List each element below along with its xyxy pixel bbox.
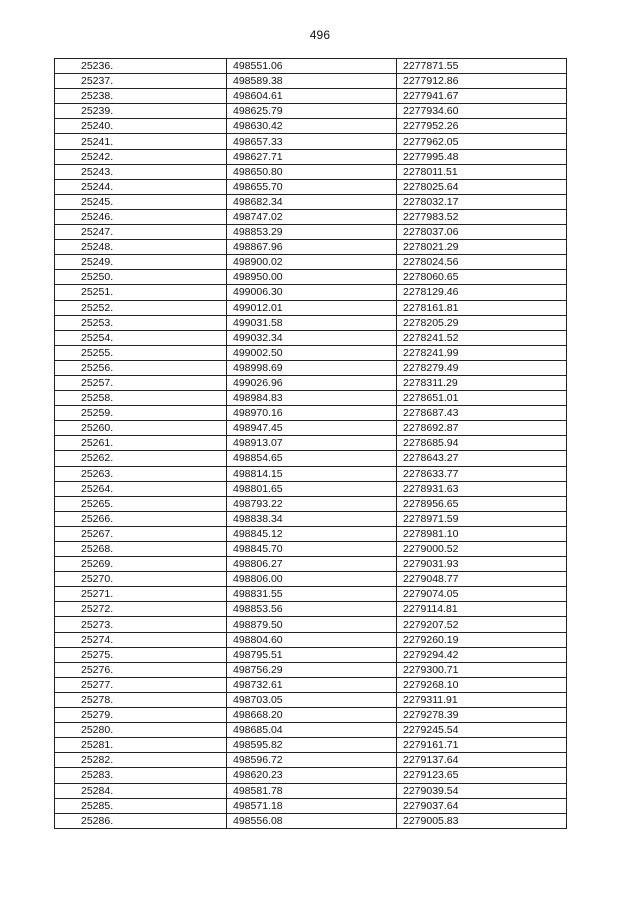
x-coordinate-cell: 498806.00 <box>227 572 397 587</box>
point-number-cell: 25278. <box>55 692 227 707</box>
point-number-cell: 25280. <box>55 723 227 738</box>
table-row <box>55 209 567 224</box>
point-number-cell: 25255. <box>55 345 227 360</box>
x-coordinate-cell: 498838.34 <box>227 511 397 526</box>
y-coordinate-cell: 2279039.54 <box>397 783 567 798</box>
x-coordinate-cell: 498657.33 <box>227 134 397 149</box>
point-number-cell: 25264. <box>55 481 227 496</box>
point-number-cell: 25286. <box>55 813 227 828</box>
point-number-cell: 25248. <box>55 240 227 255</box>
point-number-cell: 25274. <box>55 632 227 647</box>
table-row <box>55 225 567 240</box>
table-row <box>55 542 567 557</box>
y-coordinate-cell: 2278024.56 <box>397 255 567 270</box>
y-coordinate-cell: 2278311.29 <box>397 375 567 390</box>
y-coordinate-cell: 2278651.01 <box>397 391 567 406</box>
table-row <box>55 194 567 209</box>
point-number-cell: 25240. <box>55 119 227 134</box>
y-coordinate-cell: 2278692.87 <box>397 421 567 436</box>
y-coordinate-cell: 2279114.81 <box>397 602 567 617</box>
point-number-cell: 25282. <box>55 753 227 768</box>
y-coordinate-cell: 2277941.67 <box>397 89 567 104</box>
table-row <box>55 375 567 390</box>
x-coordinate-cell: 498630.42 <box>227 119 397 134</box>
y-coordinate-cell: 2278241.99 <box>397 345 567 360</box>
point-number-cell: 25250. <box>55 270 227 285</box>
x-coordinate-cell: 498795.51 <box>227 647 397 662</box>
table-row <box>55 59 567 74</box>
y-coordinate-cell: 2278205.29 <box>397 315 567 330</box>
table-row <box>55 632 567 647</box>
point-number-cell: 25269. <box>55 557 227 572</box>
point-number-cell: 25275. <box>55 647 227 662</box>
table-row <box>55 572 567 587</box>
x-coordinate-cell: 498596.72 <box>227 753 397 768</box>
x-coordinate-cell: 498854.65 <box>227 451 397 466</box>
table-row <box>55 813 567 828</box>
table-row <box>55 104 567 119</box>
y-coordinate-cell: 2278687.43 <box>397 406 567 421</box>
y-coordinate-cell: 2277962.05 <box>397 134 567 149</box>
point-number-cell: 25259. <box>55 406 227 421</box>
table-row <box>55 270 567 285</box>
y-coordinate-cell: 2278129.46 <box>397 285 567 300</box>
table-row <box>55 240 567 255</box>
point-number-cell: 25263. <box>55 466 227 481</box>
table-row <box>55 285 567 300</box>
y-coordinate-cell: 2279048.77 <box>397 572 567 587</box>
y-coordinate-cell: 2279278.39 <box>397 708 567 723</box>
y-coordinate-cell: 2278037.06 <box>397 225 567 240</box>
coordinates-table <box>54 58 567 829</box>
table-row <box>55 481 567 496</box>
point-number-cell: 25237. <box>55 74 227 89</box>
point-number-cell: 25268. <box>55 542 227 557</box>
x-coordinate-cell: 498627.71 <box>227 149 397 164</box>
y-coordinate-cell: 2279037.64 <box>397 798 567 813</box>
x-coordinate-cell: 498668.20 <box>227 708 397 723</box>
point-number-cell: 25241. <box>55 134 227 149</box>
table-row <box>55 391 567 406</box>
table-row <box>55 798 567 813</box>
table-row <box>55 768 567 783</box>
table-row <box>55 753 567 768</box>
point-number-cell: 25257. <box>55 375 227 390</box>
table-row <box>55 255 567 270</box>
y-coordinate-cell: 2279137.64 <box>397 753 567 768</box>
table-row <box>55 496 567 511</box>
point-number-cell: 25261. <box>55 436 227 451</box>
table-row <box>55 149 567 164</box>
y-coordinate-cell: 2278956.65 <box>397 496 567 511</box>
x-coordinate-cell: 498804.60 <box>227 632 397 647</box>
point-number-cell: 25256. <box>55 360 227 375</box>
table-row <box>55 89 567 104</box>
table-row <box>55 677 567 692</box>
table-row <box>55 315 567 330</box>
x-coordinate-cell: 498984.83 <box>227 391 397 406</box>
x-coordinate-cell: 499026.96 <box>227 375 397 390</box>
x-coordinate-cell: 498732.61 <box>227 677 397 692</box>
table-row <box>55 511 567 526</box>
point-number-cell: 25254. <box>55 330 227 345</box>
point-number-cell: 25252. <box>55 300 227 315</box>
table-row <box>55 526 567 541</box>
x-coordinate-cell: 498650.80 <box>227 164 397 179</box>
point-number-cell: 25244. <box>55 179 227 194</box>
y-coordinate-cell: 2279123.65 <box>397 768 567 783</box>
table-row <box>55 708 567 723</box>
y-coordinate-cell: 2277934.60 <box>397 104 567 119</box>
table-row <box>55 783 567 798</box>
point-number-cell: 25281. <box>55 738 227 753</box>
y-coordinate-cell: 2277983.52 <box>397 209 567 224</box>
x-coordinate-cell: 499031.58 <box>227 315 397 330</box>
x-coordinate-cell: 499006.30 <box>227 285 397 300</box>
y-coordinate-cell: 2278060.65 <box>397 270 567 285</box>
point-number-cell: 25265. <box>55 496 227 511</box>
x-coordinate-cell: 498814.15 <box>227 466 397 481</box>
y-coordinate-cell: 2278025.64 <box>397 179 567 194</box>
point-number-cell: 25266. <box>55 511 227 526</box>
y-coordinate-cell: 2277952.26 <box>397 119 567 134</box>
x-coordinate-cell: 498625.79 <box>227 104 397 119</box>
table-row <box>55 738 567 753</box>
point-number-cell: 25285. <box>55 798 227 813</box>
point-number-cell: 25251. <box>55 285 227 300</box>
table-row <box>55 164 567 179</box>
x-coordinate-cell: 498831.55 <box>227 587 397 602</box>
coordinates-table-body <box>55 59 567 829</box>
y-coordinate-cell: 2279311.91 <box>397 692 567 707</box>
y-coordinate-cell: 2279031.93 <box>397 557 567 572</box>
point-number-cell: 25243. <box>55 164 227 179</box>
table-row <box>55 557 567 572</box>
point-number-cell: 25272. <box>55 602 227 617</box>
x-coordinate-cell: 498947.45 <box>227 421 397 436</box>
point-number-cell: 25242. <box>55 149 227 164</box>
point-number-cell: 25236. <box>55 59 227 74</box>
point-number-cell: 25273. <box>55 617 227 632</box>
point-number-cell: 25249. <box>55 255 227 270</box>
point-number-cell: 25245. <box>55 194 227 209</box>
y-coordinate-cell: 2278931.63 <box>397 481 567 496</box>
y-coordinate-cell: 2279207.52 <box>397 617 567 632</box>
point-number-cell: 25277. <box>55 677 227 692</box>
table-row <box>55 662 567 677</box>
x-coordinate-cell: 498853.56 <box>227 602 397 617</box>
point-number-cell: 25276. <box>55 662 227 677</box>
x-coordinate-cell: 498556.08 <box>227 813 397 828</box>
point-number-cell: 25247. <box>55 225 227 240</box>
x-coordinate-cell: 498867.96 <box>227 240 397 255</box>
table-row <box>55 134 567 149</box>
point-number-cell: 25283. <box>55 768 227 783</box>
x-coordinate-cell: 498551.06 <box>227 59 397 74</box>
x-coordinate-cell: 498845.70 <box>227 542 397 557</box>
y-coordinate-cell: 2278011.51 <box>397 164 567 179</box>
x-coordinate-cell: 498604.61 <box>227 89 397 104</box>
y-coordinate-cell: 2279300.71 <box>397 662 567 677</box>
point-number-cell: 25253. <box>55 315 227 330</box>
x-coordinate-cell: 498879.50 <box>227 617 397 632</box>
point-number-cell: 25284. <box>55 783 227 798</box>
y-coordinate-cell: 2278971.59 <box>397 511 567 526</box>
y-coordinate-cell: 2279000.52 <box>397 542 567 557</box>
x-coordinate-cell: 498756.29 <box>227 662 397 677</box>
x-coordinate-cell: 498703.05 <box>227 692 397 707</box>
y-coordinate-cell: 2278633.77 <box>397 466 567 481</box>
x-coordinate-cell: 498806.27 <box>227 557 397 572</box>
x-coordinate-cell: 498589.38 <box>227 74 397 89</box>
point-number-cell: 25271. <box>55 587 227 602</box>
table-row <box>55 74 567 89</box>
table-row <box>55 406 567 421</box>
y-coordinate-cell: 2278685.94 <box>397 436 567 451</box>
y-coordinate-cell: 2279245.54 <box>397 723 567 738</box>
table-row <box>55 617 567 632</box>
table-row <box>55 179 567 194</box>
y-coordinate-cell: 2279074.05 <box>397 587 567 602</box>
y-coordinate-cell: 2279294.42 <box>397 647 567 662</box>
x-coordinate-cell: 498655.70 <box>227 179 397 194</box>
table-row <box>55 436 567 451</box>
point-number-cell: 25267. <box>55 526 227 541</box>
point-number-cell: 25279. <box>55 708 227 723</box>
y-coordinate-cell: 2279260.19 <box>397 632 567 647</box>
table-row <box>55 723 567 738</box>
table-row <box>55 300 567 315</box>
x-coordinate-cell: 498900.02 <box>227 255 397 270</box>
x-coordinate-cell: 498620.23 <box>227 768 397 783</box>
x-coordinate-cell: 498913.07 <box>227 436 397 451</box>
table-row <box>55 421 567 436</box>
x-coordinate-cell: 498845.12 <box>227 526 397 541</box>
table-row <box>55 647 567 662</box>
x-coordinate-cell: 498581.78 <box>227 783 397 798</box>
table-row <box>55 345 567 360</box>
x-coordinate-cell: 498970.16 <box>227 406 397 421</box>
x-coordinate-cell: 498595.82 <box>227 738 397 753</box>
y-coordinate-cell: 2278032.17 <box>397 194 567 209</box>
y-coordinate-cell: 2278643.27 <box>397 451 567 466</box>
point-number-cell: 25239. <box>55 104 227 119</box>
y-coordinate-cell: 2278279.49 <box>397 360 567 375</box>
table-row <box>55 451 567 466</box>
y-coordinate-cell: 2278241.52 <box>397 330 567 345</box>
y-coordinate-cell: 2278981.10 <box>397 526 567 541</box>
x-coordinate-cell: 499012.01 <box>227 300 397 315</box>
y-coordinate-cell: 2279268.10 <box>397 677 567 692</box>
point-number-cell: 25258. <box>55 391 227 406</box>
x-coordinate-cell: 498998.69 <box>227 360 397 375</box>
y-coordinate-cell: 2277871.55 <box>397 59 567 74</box>
point-number-cell: 25270. <box>55 572 227 587</box>
x-coordinate-cell: 498950.00 <box>227 270 397 285</box>
x-coordinate-cell: 498747.02 <box>227 209 397 224</box>
y-coordinate-cell: 2278161.81 <box>397 300 567 315</box>
x-coordinate-cell: 499032.34 <box>227 330 397 345</box>
table-row <box>55 330 567 345</box>
point-number-cell: 25238. <box>55 89 227 104</box>
x-coordinate-cell: 498571.18 <box>227 798 397 813</box>
table-row <box>55 602 567 617</box>
x-coordinate-cell: 498801.65 <box>227 481 397 496</box>
point-number-cell: 25246. <box>55 209 227 224</box>
y-coordinate-cell: 2277995.48 <box>397 149 567 164</box>
table-row <box>55 587 567 602</box>
x-coordinate-cell: 498685.04 <box>227 723 397 738</box>
table-row <box>55 692 567 707</box>
table-row <box>55 360 567 375</box>
y-coordinate-cell: 2279161.71 <box>397 738 567 753</box>
coordinates-table-container <box>54 58 566 829</box>
point-number-cell: 25260. <box>55 421 227 436</box>
y-coordinate-cell: 2279005.83 <box>397 813 567 828</box>
x-coordinate-cell: 498853.29 <box>227 225 397 240</box>
table-row <box>55 466 567 481</box>
table-row <box>55 119 567 134</box>
y-coordinate-cell: 2277912.86 <box>397 74 567 89</box>
y-coordinate-cell: 2278021.29 <box>397 240 567 255</box>
x-coordinate-cell: 498682.34 <box>227 194 397 209</box>
page-number: 496 <box>309 28 331 42</box>
point-number-cell: 25262. <box>55 451 227 466</box>
x-coordinate-cell: 499002.50 <box>227 345 397 360</box>
x-coordinate-cell: 498793.22 <box>227 496 397 511</box>
